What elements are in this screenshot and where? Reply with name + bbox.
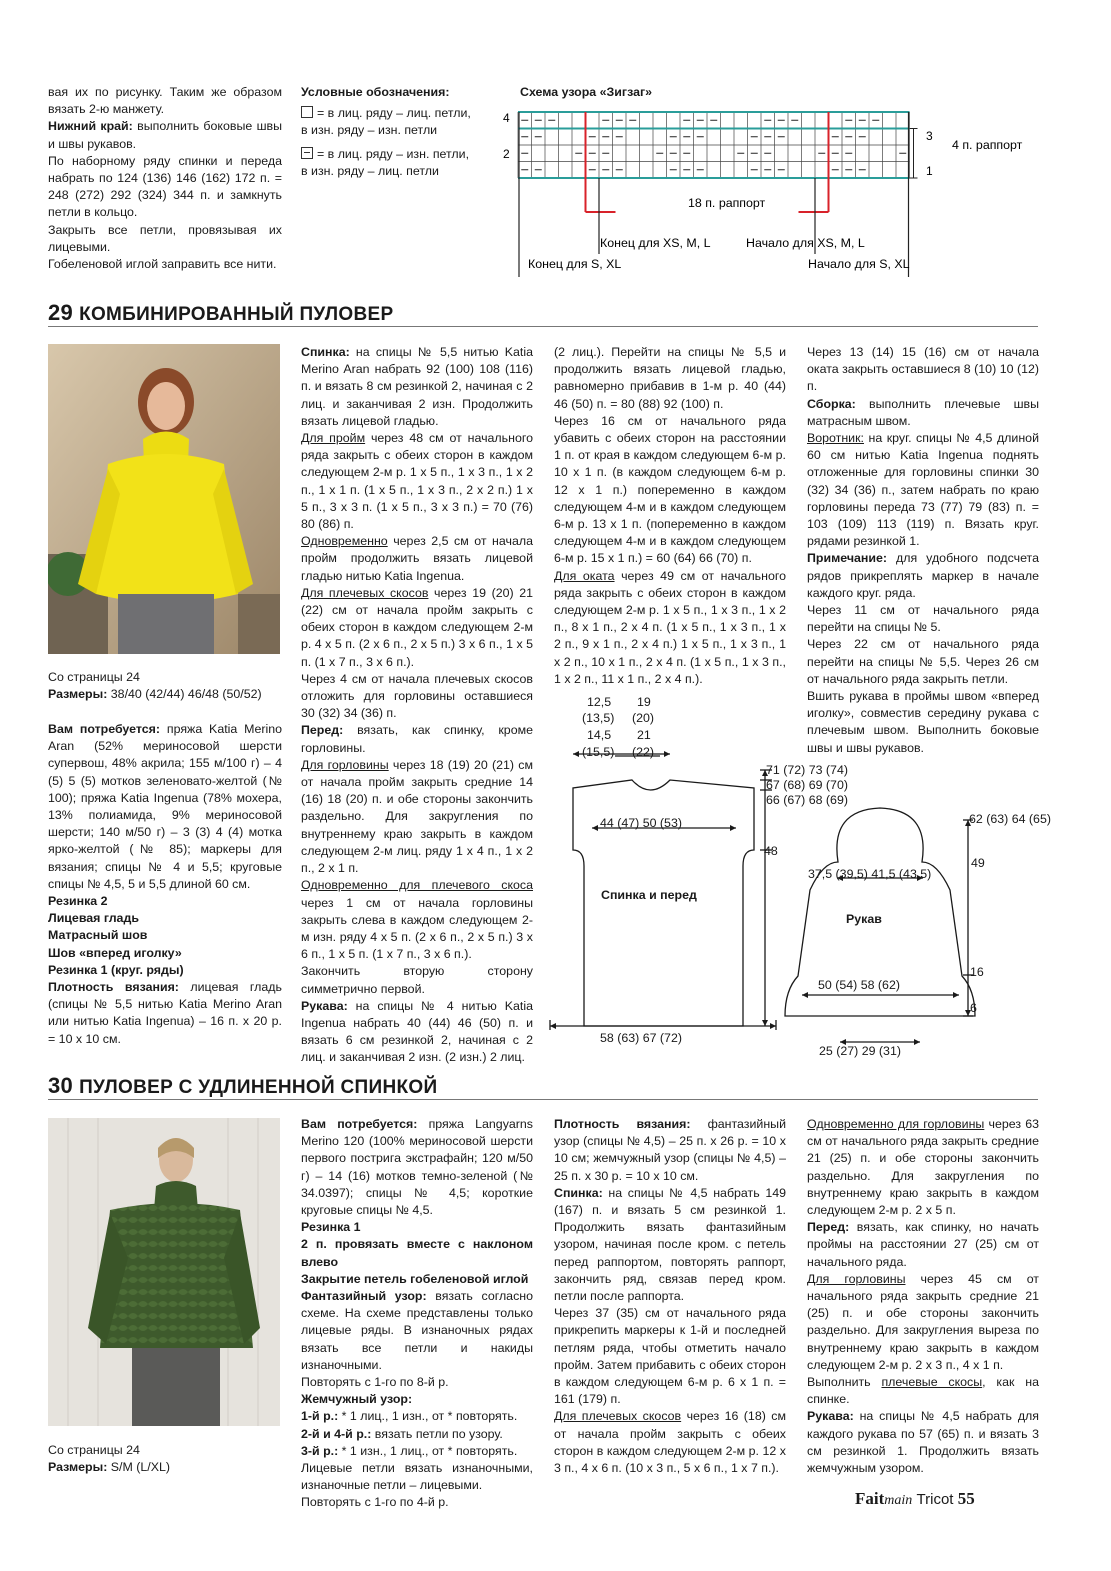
section-30-rule [48,1099,1038,1100]
sleeve-49-label: 49 [971,856,985,870]
rapport-18-label: 18 п. раппорт [688,196,766,210]
s29-col3-text: (2 лиц.). Перейти на спицы № 5,5 и продолжить вязать лицевой гладью, равномерно прибавив в 1-м р. 40 (44) 46 (50) п. = 80 (88) 92 (100) п. Через 16 см от начального ряда убавить с обеих сторон на расстоянии 1 п. от края в каждом следующем 6-м р. 10 x 1 п. (в каждом следующем 6-м р. 12 x 1 п.) попеременно в каждом следующем 4-м и в каждом следующем 6-м р. 13 x 1 п. (попеременно в каждом следующем 4-м и в каждом следующем 6-м р. 15 x 1 п.) = 60 (64) 66 (70) п. Для оката через 49 см от начального ряда закрыть с обеих сторон в каждом следующем 2-м р. 1 x 5 п., 1 x 3 п., 1 x 2 п., 8 x 1 п., 2 x 4 п. (1 x 5 п., 1 x 3 п., 1 x 2 п., 9 x 1 п., 2 x 4 п.) 1 x 5 п., 1 x 3 п., 1 x 2 п., 10 x 1 п., 2 x 4 п. (1 x 5 п., 1 x 3 п., 1 x 2 п., 11 x 1 п., 2 x 4 п.). [554,345,787,686]
brand-fait: Fait [855,1489,885,1508]
brand-main: main [884,1493,913,1508]
legend-item-2a: = в лиц. ряду – изн. петли, [317,146,470,161]
height-67-label: 67 (68) 69 (70) [766,778,848,792]
height-71-label: 71 (72) 73 (74) [766,763,848,777]
sleeve-16-label: 16 [970,965,984,979]
height-66-label: 66 (67) 68 (69) [766,793,848,807]
photo-yellow-sweater [48,344,280,654]
neck-w2b-label: (20) [632,711,655,725]
page-footer [855,1489,975,1509]
sleeve-top-label: 62 (63) 64 (65) [969,812,1051,826]
neck-w2-label: 19 [637,695,651,709]
start-xs-label: Начало для XS, M, L [746,236,865,250]
brand-tricot: Tricot [916,1491,954,1508]
sleeve-width-label: 37,5 (39,5) 41,5 (43,5) [808,867,932,881]
legend-item-1b: в изн. ряду – изн. петли [301,123,438,138]
legend [301,84,501,180]
s29-sizes [48,687,262,701]
bottom-width-label: 58 (63) 67 (72) [600,1031,682,1045]
legend-item-1a: = в лиц. ряду – лиц. петли, [317,106,471,121]
photo-green-sweater [48,1118,280,1426]
section-29-number: 29 [48,300,74,325]
end-s-label: Конец для S, XL [528,257,622,271]
row-label-1: 1 [926,164,933,178]
top-col1-text: вая их по рисунку. Таким же образом вязать 2-ю манжету. Нижний край: выполнить боковые швы и швы рукавов. По наборному ряду спинки и переда набрать по 124 (136) 146 (162) 172 п. = 248 (272) 292 (324) 344 п. и замкнуть петли в кольцо. Закрыть все петли, провязывая их лицевыми. Гобеленовой иглой заправить все нити. [48,85,282,272]
zigzag-scheme [498,100,1078,280]
sleeve-bottom-label: 25 (27) 29 (31) [819,1044,901,1058]
shoulder-width-label: 44 (47) 50 (53) [600,816,682,830]
s29-from-page: Со страницы 24 [48,670,140,684]
s30-sizes-label: Размеры: [48,1460,108,1474]
neck-w1c-label: 14,5 [587,728,612,742]
rapport-4-label: 4 п. раппорт [952,138,1023,152]
sleeve-part-label: Рукав [846,912,882,926]
sleeve-6-label: 6 [970,1001,977,1015]
neck-w1-label: 12,5 [587,695,612,709]
height-48-label: 48 [764,844,778,858]
section-29-title [48,300,393,326]
s30-col3-text: Плотность вязания: фантазийный узор (спицы № 4,5) – 25 п. x 26 р. = 10 x 10 см; жемчужный узор (спицы № 4,5) – 25 п. x 30 р. = 10 x 10 см. Спинка: на спицы № 4,5 набрать 149 (167) п. и вязать 5 см резинкой 1. Продолжить вязать фантазийным узором, начиная после кром. с петель перед раппортом, повторять раппорт, закончить ряд, связав перед кром. петли после раппорта. Через 37 (35) см от начального ряда прикрепить маркеры к 1-й и последней петлям ряда, чтобы отметить начало пройм. Затем прибавить с обеих сторон в каждом следующем 6-м р. 6 x 1 п. = 161 (179) п. Для плечевых скосов через 16 (18) см от начала пройм закрыть с обеих сторон в каждом следующем 2-м р. 12 x 3 п., 4 x 6 п. (10 x 3 п., 5 x 6 п., 1 x 7 п.). [554,1117,786,1476]
section-30-heading: ПУЛОВЕР С УДЛИНЕННОЙ СПИНКОЙ [79,1077,438,1098]
s29-col1-text: Вам потребуется: пряжа Katia Merino Aran (52% мериносовой шерсти супервош, 48% акрила; 155 м/100 г) – 4 (5) 5 (5) мотков зеленовато-желтой (№ 100); пряжа Katia Ingenua (78% мохера, 13% полиамида, 9% мериносовой шерсти; 140 м/50 г) – 3 (3) 4 (4) мотка ярко-желтой (№ 85); маркеры для вязания; спицы № 4 и 5,5; круговые спицы № 4,5, 5 и 5,5 длиной 60 см. Резинка 2 Лицевая гладь Матрасный шов Шов «вперед иголку» Резинка 1 (круг. ряды) Плотность вязания: лицевая гладь (спицы № 5,5 нитью Katia Merino Aran или нитью Katia Ingenua) – 16 п. x 20 р. = 10 x 10 см. [48,722,283,1046]
sleeve-cuff-width-label: 50 (54) 58 (62) [818,978,900,992]
s30-col4-text: Одновременно для горловины через 63 см от начального ряда закрыть средние 21 (25) п. и обе стороны закончить раздельно. Для закругления по внутреннему краю закрыть в каждом следующем 2-м р. 2 x 5 п. Перед: вязать, как спинку, но начать проймы на расстоянии 27 (25) см от начального ряда. Для горловины через 45 см от начального ряда закрыть средние 21 (25) п. и обе стороны закончить раздельно. Для закругления выреза по внутреннему краю закрыть в каждом следующем 2-м р. 2 x 3 п., 4 x 1 п. Выполнить плечевые скосы, как на спинке. Рукава: на спицы № 4,5 набрать для каждого рукава по 57 (65) п. и вязать 3 см резинкой 1. Продолжить вязать жемчужным узором. [807,1117,1039,1476]
empty-square-icon [301,106,313,118]
scheme-title: Схема узора «Зигзаг» [520,85,653,99]
neck-w1b-label: (13,5) [582,711,615,725]
legend-item-2b: в изн. ряду – лиц. петли [301,163,439,178]
start-s-label: Начало для S, XL [808,257,910,271]
dash-square-icon [301,147,313,159]
neck-w2c-label: 21 [637,728,651,742]
row-label-3: 3 [926,129,933,143]
legend-title: Условные обозначения: [301,85,450,99]
body-part-label: Спинка и перед [601,888,697,902]
s30-col2-text: Вам потребуется: пряжа Langyarns Merino 120 (100% мериносовой шерсти первого пострига экстрафайн; 120 м/50 г) – 14 (16) мотков темно-зеленой (№ 34.0397); спицы № 4,5; короткие круговые спицы № 4,5. Резинка 1 2 п. провязать вместе с наклоном влево Закрытие петель гобеленовой иглой Фантазийный узор: вязать согласно схеме. На схеме представлены только лицевые ряды. В изнаночных рядах вязать все петли и накиды изнаночными. Повторять с 1-го по 8-й р. Жемчужный узор: 1-й р.: * 1 лиц., 1 изн., от * повторять. 2-й и 4-й р.: вязать петли по узору. 3-й р.: * 1 изн., 1 лиц., от * повторять. Лицевые петли вязать изнаночными, изнаночные петли – лицевыми. Повторять с 1-го по 4-й р. [301,1117,534,1510]
end-xs-label: Конец для XS, M, L [600,236,711,250]
s29-sizes-value: 38/40 (42/44) 46/48 (50/52) [110,687,262,701]
section-30-number: 30 [48,1073,74,1098]
section-29-heading: КОМБИНИРОВАННЫЙ ПУЛОВЕР [79,304,394,325]
row-label-4: 4 [503,111,510,125]
s29-sizes-label: Размеры: [48,687,108,701]
neck-w1d-label: (15,5) [582,745,615,759]
s29-col2-text: Спинка: на спицы № 5,5 нитью Katia Merino Aran набрать 92 (100) 108 (116) п. и вязать 8 см резинкой 2, начиная с 2 лиц. и заканчивая 2 изн. Продолжить вязать лицевой гладью. Для пройм через 48 см от начального ряда закрыть с обеих сторон в каждом следующем 2-м р. 1 x 5 п., 1 x 3 п., 1 x 2 п., 1 x 1 п. (1 x 5 п., 1 x 3 п., 2 x 2 п.) 1 x 5 п., 3 x 3 п. (1 x 5 п., 3 x 3 п.) = 70 (76) 80 (86) п. Одновременно через 2,5 см от начала пройм продолжить вязать лицевой гладью нитью Katia Ingenua. Для плечевых скосов через 19 (20) 21 (22) см от начала пройм закрыть с обеих сторон в каждом следующем 2-м р. 4 x 5 п. (2 x 6 п., 2 x 5 п.) 3 x 6 п., 1 x 5 п. (1 x 7 п., 3 x 6 п.). Через 4 см от начала плечевых скосов отложить для горловины оставшиеся 30 (32) 34 (36) п. Перед: вязать, как спинку, кроме горловины. Для горловины через 18 (19) 20 (21) см от начала пройм закрыть средние 14 (16) 18 (20) п. и обе стороны закончить раздельно. Для закругления по внутреннему краю закрыть в каждом следующем 2-м лиц. ряду 1 x 4 п., 1 x 2 п., 2 x 1 п. Одновременно для плечевого скоса через 1 см от начала горловины закрыть слева в каждом следующем 2-м изн. ряду 4 x 5 п. (2 x 6 п., 2 x 5 п.) 3 x 6 п., 1 x 5 п. (1 x 7 п., 3 x 6 п.). Закончить вторую сторону симметрично первой. Рукава: на спицы № 4 нитью Katia Ingenua набрать 40 (44) 46 (50) п. и вязать 6 см резинкой 2, начиная с 2 лиц. и заканчивая 2 изн. (2 изн.) 2 лиц. [301,345,534,1065]
page-number: 55 [957,1489,975,1508]
s30-sizes [48,1460,170,1474]
neck-w2d-label: (22) [632,745,655,759]
section-29-rule [48,326,1038,327]
row-label-2: 2 [503,147,510,161]
section-30-title [48,1073,437,1099]
s29-col4-text: Через 13 (14) 15 (16) см от начала оката закрыть оставшиеся 8 (10) 10 (12) п. Сборка: выполнить плечевые швы матрасным швом. Воротник: на круг. спицы № 4,5 длиной 60 см нитью Katia Ingenua поднять отложенные для горловины спинки 30 (32) 34 (36) п., затем набрать по краю горловины переда 73 (77) 79 (83) п. = 103 (109) 113 (119) п. Вязать круг. рядами резинкой 1. Примечание: для удобного подсчета рядов прикреплять маркер в начале каждого круг. ряда. Через 11 см от начального ряда перейти на спицы № 5. Через 22 см от начального ряда перейти на спицы № 5,5. Через 26 см от начального ряда закрыть петли. Вшить рукава в проймы швом «вперед иголку», совместив середину рукава с плечевым швом. Выполнить боковые швы и швы рукавов. [807,345,1039,755]
s30-sizes-value: S/M (L/XL) [110,1460,170,1474]
s30-from-page: Со страницы 24 [48,1443,140,1457]
